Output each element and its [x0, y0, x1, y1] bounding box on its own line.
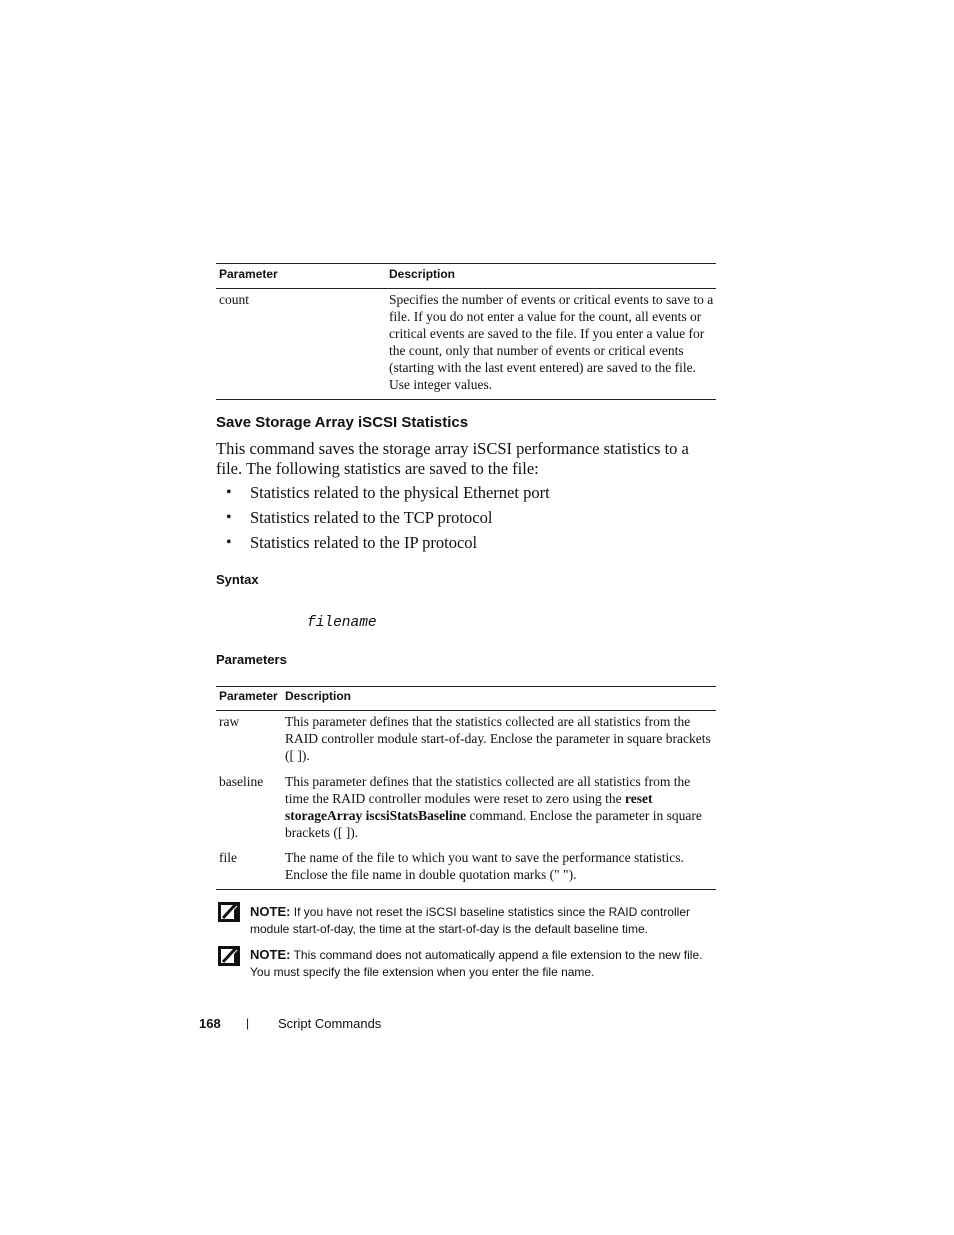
table2-row-param: baseline	[219, 774, 264, 789]
bullet-item: Statistics related to the physical Ethernet port	[250, 483, 550, 502]
section-intro: This command saves the storage array iSCSI performance statistics to a file. The following statistics are saved to the file:	[216, 439, 689, 478]
table2-header-rule	[216, 710, 716, 711]
table1-bottom-rule	[216, 399, 716, 400]
bullet-marker: •	[226, 509, 232, 526]
table2-row-desc: The name of the file to which you want to save the performance statistics. Enclose the file name in double quotation marks (" ").	[285, 850, 684, 882]
note-pencil-icon	[218, 902, 240, 922]
section-title: Save Storage Array iSCSI Statistics	[216, 414, 469, 431]
table1-header-parameter: Parameter	[219, 267, 278, 281]
table2-row-desc	[285, 773, 714, 841]
bullet-item: Statistics related to the IP protocol	[250, 533, 478, 552]
table2-header-parameter: Parameter	[219, 689, 278, 703]
bullet-marker: •	[226, 484, 232, 501]
syntax-heading: Syntax	[216, 572, 259, 587]
note-1	[250, 903, 716, 938]
desc-text: command. Enclose the parameter in square brackets ([ ]).	[285, 808, 702, 840]
desc-text: This parameter defines that the statistics collected are all statistics from the time the RAID controller modules were reset to zero using the	[285, 774, 691, 806]
note-label: NOTE:	[250, 904, 291, 919]
bullet-marker: •	[226, 534, 232, 551]
table1-row-desc: Specifies the number of events or critical events to save to a file. If you do not enter a value for the count, all events or critical events are saved to the file. If you enter a value for the count, only that number of events or critical events (starting with the last event entered) are saved to the file. Use integer values.	[389, 292, 714, 392]
table1-top-rule	[216, 263, 716, 264]
table2-bottom-rule	[216, 889, 716, 890]
note-pencil-icon	[218, 946, 240, 966]
table1-header-description: Description	[389, 267, 456, 281]
parameters-heading: Parameters	[216, 652, 287, 667]
table1-header-rule	[216, 288, 716, 289]
table2-row-param: file	[219, 850, 237, 865]
table2-header-description: Description	[285, 689, 352, 703]
table2-top-rule	[216, 686, 716, 687]
page-number: 168	[199, 1016, 221, 1031]
table2-row-param: raw	[219, 714, 240, 729]
note-text: If you have not reset the iSCSI baseline statistics since the RAID controller module start-of-day, the time at the start-of-day is the default baseline time.	[250, 905, 690, 936]
footer-section-title: Script Commands	[278, 1016, 382, 1031]
table1-row-param: count	[219, 292, 249, 307]
syntax-line: filename	[307, 615, 377, 631]
bullet-item: Statistics related to the TCP protocol	[250, 508, 493, 527]
note-text: This command does not automatically append a file extension to the new file. You must specify the file extension when you enter the file name.	[250, 948, 703, 979]
table2-row-desc: This parameter defines that the statistics collected are all statistics from the RAID controller module start-of-day. Enclose the parameter in square brackets ([ ]).	[285, 714, 711, 763]
note-label: NOTE:	[250, 947, 291, 962]
note-2	[250, 946, 716, 981]
command-name: reset storageArray iscsiStatsBaseline	[285, 791, 653, 823]
footer-separator: |	[246, 1016, 250, 1030]
